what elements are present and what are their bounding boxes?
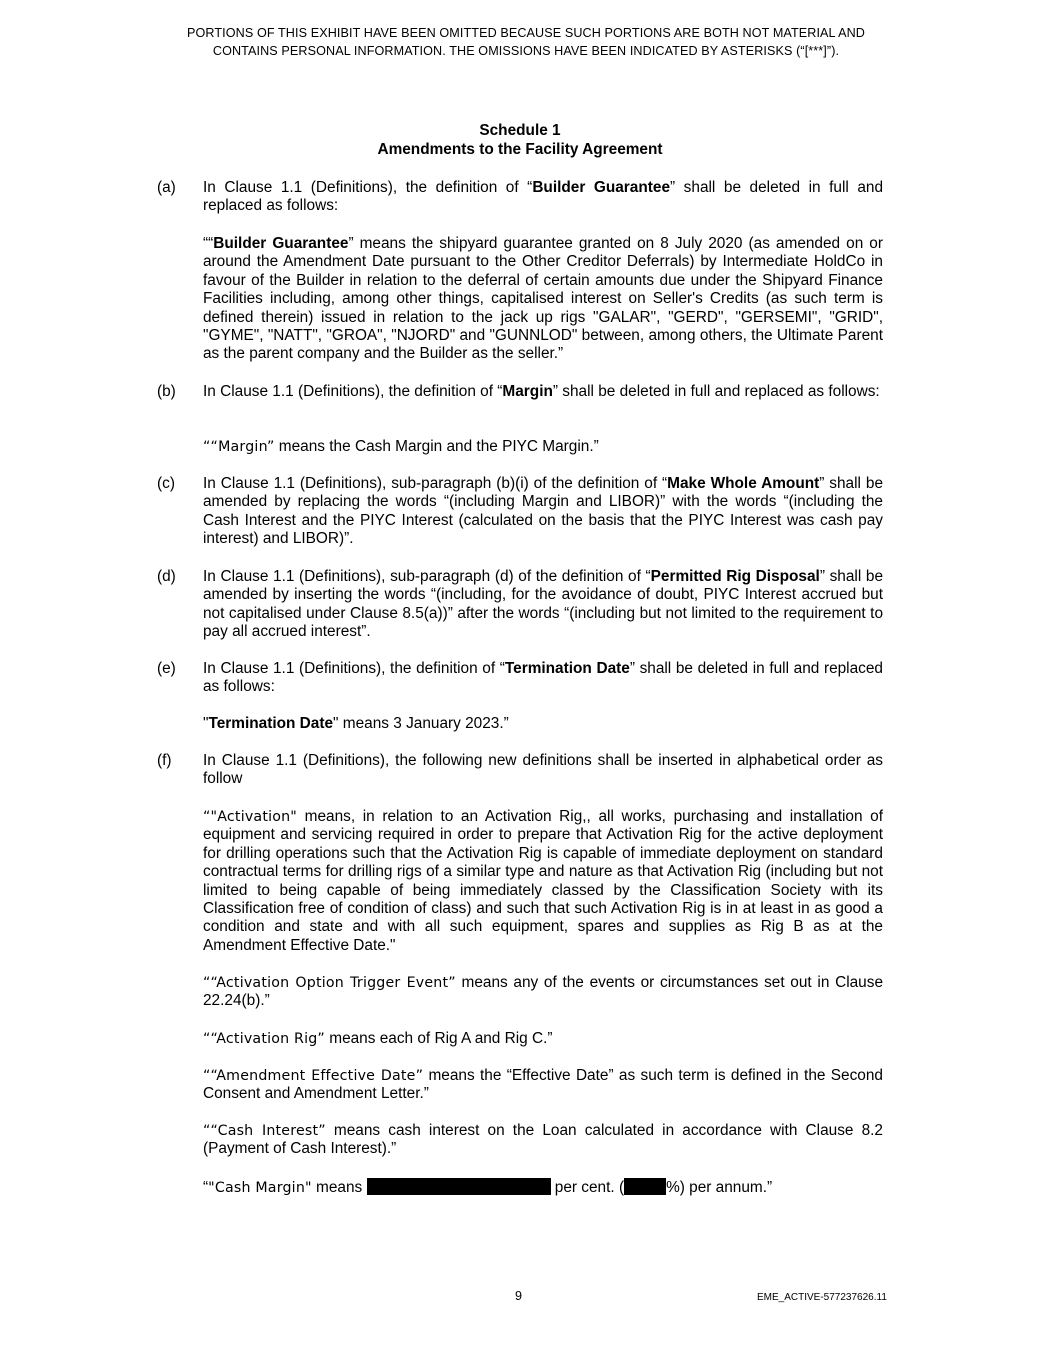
redaction-notice-line-1: PORTIONS OF THIS EXHIBIT HAVE BEEN OMITTED BECAUSE SUCH PORTIONS ARE BOTH NOT MATERIAL AND bbox=[187, 26, 865, 40]
clause-item-d bbox=[157, 568, 883, 642]
definition-activation-option-trigger-event: ““Activation Option Trigger Event” means any of the events or circumstances set out in Clause 22.24(b).” bbox=[203, 974, 883, 1010]
item-text: In Clause 1.1 (Definitions), sub-paragraph (b)(i) of the definition of “Make Whole Amount” shall be amended by replacing the words “(including Margin and LIBOR)” with the words “(including the Cash Interest and the PIYC Interest (calculated on the basis that the PIYC Interest was cash pay interest) and LIBOR)”. bbox=[203, 475, 883, 548]
defined-term: Builder Guarantee bbox=[213, 235, 349, 252]
item-text: In Clause 1.1 (Definitions), the following new definitions shall be inserted in alphabetical order as follow bbox=[203, 752, 883, 788]
item-label: (a) bbox=[157, 179, 176, 196]
item-text: In Clause 1.1 (Definitions), the definition of “Margin” shall be deleted in full and replaced as follows: bbox=[203, 383, 880, 400]
defined-term: Margin bbox=[502, 383, 553, 400]
clause-item-c bbox=[157, 475, 883, 549]
defined-term: Builder Guarantee bbox=[532, 179, 671, 196]
definition-builder-guarantee: ““Builder Guarantee” means the shipyard guarantee granted on 8 July 2020 (as amended on or around the Amendment Date pursuant to the Other Creditor Deferrals) by Intermediate HoldCo in favour of the Builder in relation to the deferral of certain amounts due under the Shipyard Finance Facilities including, among other things, capitalised interest on Seller's Credits (as such term is defined therein) issued in relation to the jack up rigs "GALAR", "GERD", "GERSEMI", "GRID", "GYME", "NATT", "GROA", "NJORD" and "GUNNLOD" between, among others, the Ultimate Parent as the parent company and the Builder as the seller.” bbox=[203, 235, 883, 363]
item-label: (d) bbox=[157, 568, 176, 585]
item-text: In Clause 1.1 (Definitions), sub-paragraph (d) of the definition of “Permitted Rig Disposal” shall be amended by inserting the words “(including, for the avoidance of doubt, PIYC Interest accrued but not capitalised under Clause 8.5(a))” after the words “(including but not limited to the requirement to pay all accrued interest”. bbox=[203, 568, 884, 641]
redaction-box bbox=[367, 1178, 551, 1195]
clause-item-b bbox=[157, 383, 883, 401]
clause-item-a bbox=[157, 179, 883, 216]
definition-amendment-effective-date: ““Amendment Effective Date” means the “Effective Date” as such term is defined in the Second Consent and Amendment Letter.” bbox=[203, 1067, 883, 1103]
page-number: 9 bbox=[515, 1289, 523, 1303]
defined-term: Termination Date bbox=[208, 715, 334, 732]
item-label: (c) bbox=[157, 475, 175, 492]
defined-term: Termination Date bbox=[504, 660, 630, 677]
defined-term: Make Whole Amount bbox=[667, 475, 820, 492]
defined-term: Permitted Rig Disposal bbox=[650, 568, 820, 585]
item-label: (e) bbox=[157, 660, 176, 677]
definition-activation: “"Activation" means, in relation to an Activation Rig,, all works, purchasing and installation of equipment and servicing required in order to prepare that Activation Rig for the active deployment for drilling operations such that the Activation Rig is capable of immediate deployment on standard contractual terms for drilling rigs of a similar type and nature as that Activation Rig (including but not limited to being capable of being immediately classed by the Classification Society with its Classification free of condition of class) and such that such Activation Rig is in at least in as good a condition and state and with all such equipment, spares and supplies as Rig B as at the Amendment Effective Date." bbox=[203, 808, 883, 954]
defined-term: ““Activation Option Trigger Event” bbox=[203, 975, 456, 991]
definition-cash-margin: “"Cash Margin" means per cent. ( %) per annum.” bbox=[203, 1179, 773, 1196]
item-label: (f) bbox=[157, 752, 172, 769]
clause-item-f bbox=[157, 752, 883, 789]
definition-cash-interest: ““Cash Interest” means cash interest on the Loan calculated in accordance with Clause 8.2 (Payment of Cash Interest).” bbox=[203, 1122, 883, 1158]
redaction-notice-line-2: CONTAINS PERSONAL INFORMATION. THE OMISSIONS HAVE BEEN INDICATED BY ASTERISKS (“[***]”). bbox=[212, 44, 840, 58]
schedule-heading: Schedule 1 bbox=[479, 122, 561, 139]
redaction-notice bbox=[130, 24, 922, 60]
defined-term: ““Activation Rig” bbox=[203, 1031, 325, 1047]
schedule-subtitle: Amendments to the Facility Agreement bbox=[377, 141, 663, 158]
definition-activation-rig: ““Activation Rig” means each of Rig A and Rig C.” bbox=[203, 1030, 553, 1047]
document-reference: EME_ACTIVE-577237626.11 bbox=[757, 1292, 887, 1303]
item-text: In Clause 1.1 (Definitions), the definition of “Termination Date” shall be deleted in full and replaced as follows: bbox=[203, 660, 883, 696]
defined-term: ““Margin” bbox=[203, 439, 275, 455]
definition-margin: ““Margin” means the Cash Margin and the PIYC Margin.” bbox=[203, 438, 599, 455]
defined-term: ““Amendment Effective Date” bbox=[203, 1068, 424, 1084]
defined-term: “"Activation" bbox=[203, 809, 298, 825]
defined-term: "Cash Margin" bbox=[208, 1180, 312, 1196]
redaction-box bbox=[624, 1178, 666, 1195]
definition-termination-date: "Termination Date" means 3 January 2023.” bbox=[203, 715, 509, 732]
item-text: In Clause 1.1 (Definitions), the definition of “Builder Guarantee” shall be deleted in full and replaced as follows: bbox=[203, 179, 884, 215]
item-label: (b) bbox=[157, 383, 176, 400]
clause-item-e bbox=[157, 660, 883, 697]
defined-term: ““Cash Interest” bbox=[203, 1123, 326, 1139]
